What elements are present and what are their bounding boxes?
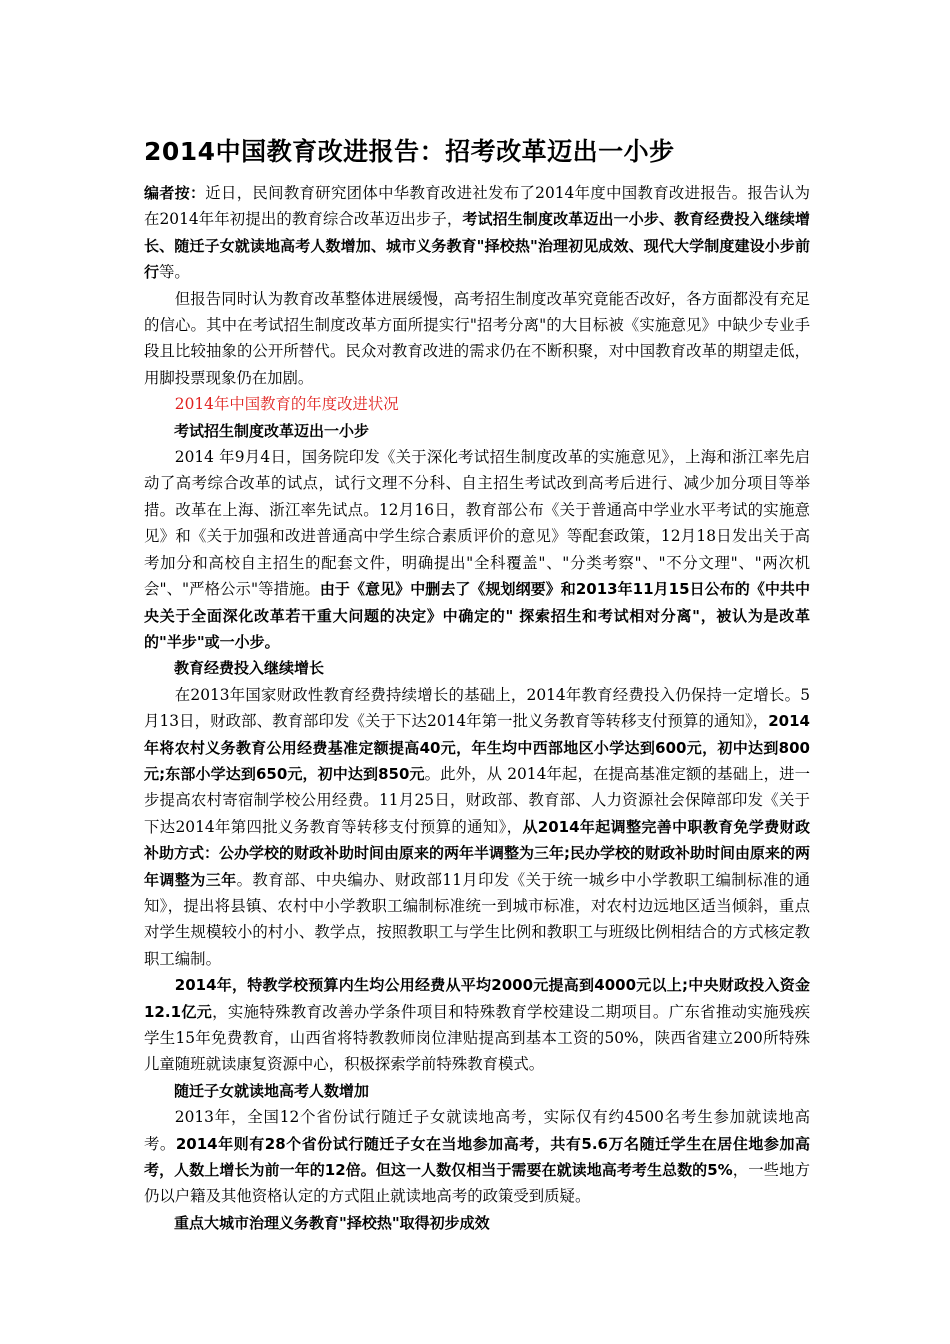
editor-note-label: 编者按： xyxy=(144,184,206,202)
subheading-funding: 教育经费投入继续增长 xyxy=(174,659,325,678)
section-heading-annual-status: 2014年中国教育的年度改进状况 xyxy=(174,395,399,414)
exam-reform-highlight: 由于《意见》中删去了《规划纲要》和2013年11月15日公布的《中共中央关于全面深化改革若干重大问题的决定》中确定的" 探索招生和考试相对分离"，被认为是改革的"半步"或一小步。 xyxy=(144,580,810,651)
special-ed-text: ，实施特殊教育改善办学条件项目和特殊教育学校建设二期项目。广东省推动实施残疾学生15年免费教育，山西省将特教教师岗位津贴提高到基本工资的50%，陕西省建立200所特殊儿童随班就读康复资源中心，积极探索学前特殊教育模式。 xyxy=(144,1002,810,1074)
summary-paragraph: 但报告同时认为教育改革整体进展缓慢，高考招生制度改革究竟能否改好，各方面都没有充足的信心。其中在考试招生制度改革方面所提实行"招考分离"的大目标被《实施意见》中缺少专业手段且比较抽象的公开所替代。民众对教育改进的需求仍在不断积聚，对中国教育改革的期望走低，用脚投票现象仍在加剧。 xyxy=(144,289,810,387)
migrant-exam-paragraph xyxy=(144,1104,810,1210)
exam-reform-text: 2014 年9月4日，国务院印发《关于深化考试招生制度改革的实施意见》，上海和浙江率先启动了高考综合改革的试点，试行文理不分科、自主招生考试改到高考后进行、减少加分项目等举措。改革在上海、浙江率先试点。12月16日，教育部公布《关于普通高中学业水平考试的实施意见》和《关于加强和改进普通高中学生综合素质评价的意见》等配套政策，12月18日发出关于高考加分和高校自主招生的配套文件，明确提出"全科覆盖"、"分类考察"、"不分文理"、"两次机会"、"严格公示"等措施。 xyxy=(144,448,810,599)
editor-note-text: 近日，民间教育研究团体中华教育改进社发布了2014年度中国教育改进报告。报告认为在2014年年初提出的教育综合改革迈出步子， xyxy=(144,184,810,229)
funding-text-1: 在2013年国家财政性教育经费持续增长的基础上，2014年教育经费投入仍保持一定增长。5月13日，财政部、教育部印发《关于下达2014年第一批义务教育等转移支付预算的通知》， xyxy=(144,685,810,731)
special-ed-highlight: 2014年，特教学校预算内生均公用经费从平均2000元提高到4000元以上;中央财政投入资金12.1亿元 xyxy=(144,976,810,1021)
funding-text-2: 。此外，从 2014年起，在提高基准定额的基础上，进一步提高农村寄宿制学校公用经费。11月25日，财政部、教育部、人力资源社会保障部印发《关于下达2014年第四批义务教育等转移支付预算的通知》， xyxy=(144,764,811,836)
subheading-migrant-exam: 随迁子女就读地高考人数增加 xyxy=(174,1081,370,1100)
migrant-text-2: ，一些地方仍以户籍及其他资格认定的方式阻止就读地高考的政策受到质疑。 xyxy=(144,1161,810,1206)
editor-note-highlight: 考试招生制度改革迈出一小步、教育经费投入继续增长、随迁子女就读地高考人数增加、城市义务教育"择校热"治理初见成效、现代大学制度建设小步前行 xyxy=(144,210,810,282)
editor-note-end: 等。 xyxy=(159,263,190,282)
exam-reform-paragraph xyxy=(144,444,810,655)
editor-note-paragraph xyxy=(144,180,810,286)
subheading-school-choice: 重点大城市治理义务教育"择校热"取得初步成效 xyxy=(174,1213,490,1232)
funding-paragraph-1 xyxy=(144,682,810,972)
funding-text-3: 。教育部、中央编办、财政部11月印发《关于统一城乡中小学教职工编制标准的通知》，提出将县镇、农村中小学教职工编制标准统一到城市标准，对农村边远地区适当倾斜，重点对学生规模较小的村小、教学点，按照教职工与学生比例和教职工与班级比例相结合的方式核定教职工编制。 xyxy=(144,870,810,968)
subheading-exam-reform: 考试招生制度改革迈出一小步 xyxy=(174,421,370,440)
migrant-text-1: 2013年，全国12个省份试行随迁子女就读地高考，实际仅有约4500名考生参加就读地高考。 xyxy=(144,1108,810,1153)
funding-highlight-1: 2014年将农村义务教育公用经费基准定额提高40元，年生均中西部地区小学达到600元，初中达到800元;东部小学达到650元，初中达到850元 xyxy=(144,712,810,783)
migrant-highlight: 2014年则有28个省份试行随迁子女在当地参加高考，共有5.6万名随迁学生在居住地参加高考，人数上增长为前一年的12倍。但这一人数仅相当于需要在就读地高考考生总数的5% xyxy=(144,1134,810,1180)
document-title: 2014中国教育改进报告：招考改革迈出一小步 xyxy=(144,137,675,166)
funding-paragraph-2 xyxy=(144,972,810,1078)
funding-highlight-2: 从2014年起调整完善中职教育免学费财政补助方式：公办学校的财政补助时间由原来的两年半调整为三年;民办学校的财政补助时间由原来的两年调整为三年 xyxy=(144,817,811,889)
